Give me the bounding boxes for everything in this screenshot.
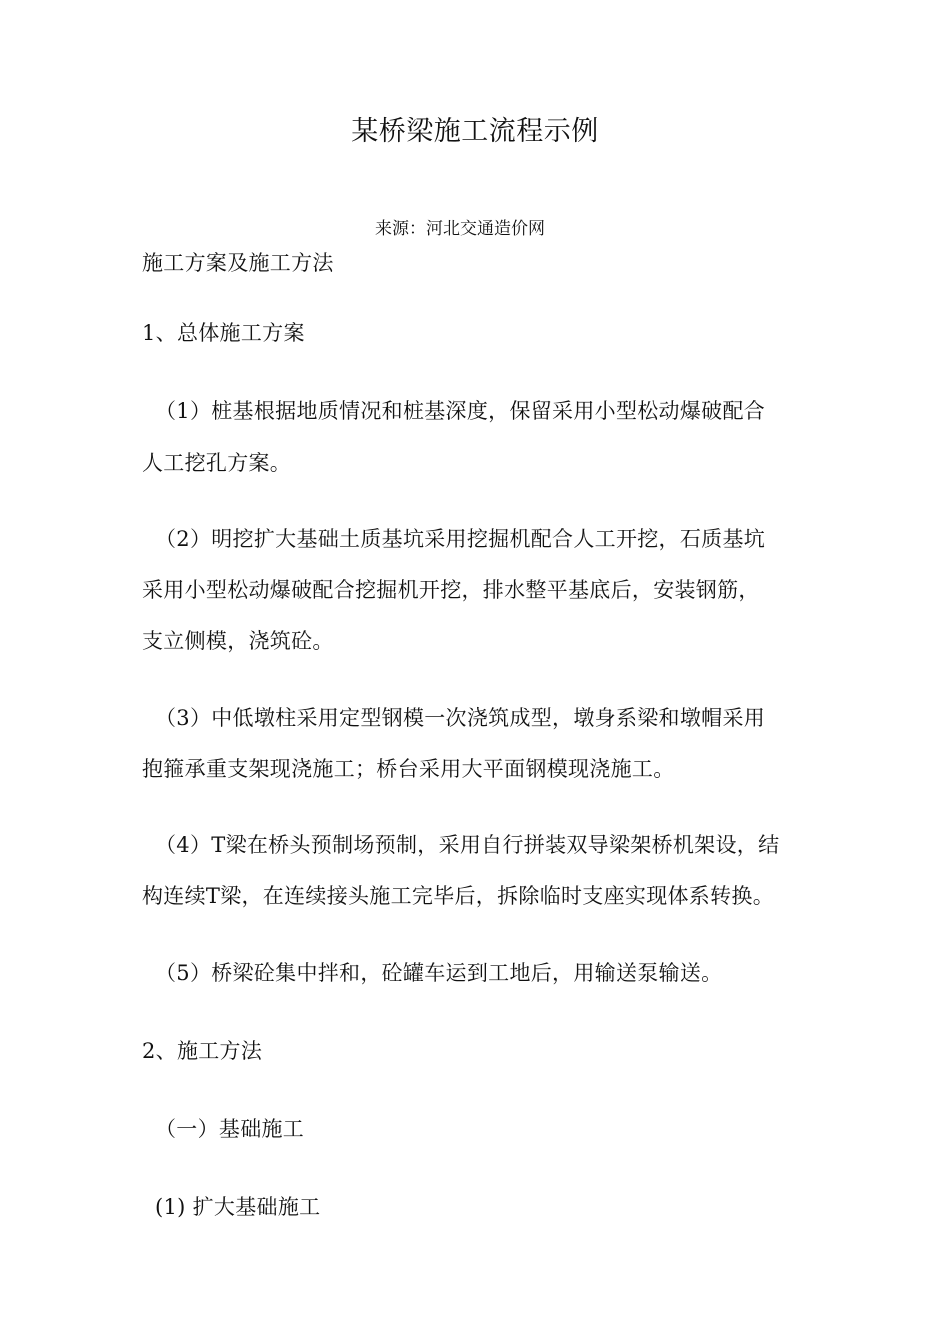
plan-item-5-line-1: （5）桥梁砼集中拌和，砼罐车运到工地后，用输送泵输送。 [155,961,723,985]
methods-heading: 2、施工方法 [142,1039,263,1063]
plan-item-2-line-3: 支立侧模，浇筑砼。 [142,629,334,653]
overall-plan-heading: 1、总体施工方案 [142,321,305,345]
document-source: 来源：河北交通造价网 [375,219,545,239]
plan-item-2-line-1: （2）明挖扩大基础土质基坑采用挖掘机配合人工开挖，石质基坑 [155,527,766,551]
plan-item-4-line-1: （4）T梁在桥头预制场预制，采用自行拼装双导梁架桥机架设，结 [155,833,780,857]
plan-item-3-line-2: 抱箍承重支架现浇施工；桥台采用大平面钢模现浇施工。 [142,757,675,781]
plan-item-1-line-1: （1）桩基根据地质情况和桩基深度，保留采用小型松动爆破配合 [155,399,766,423]
section-heading: 施工方案及施工方法 [142,251,334,275]
methods-subheading: （一）基础施工 [155,1117,305,1141]
plan-item-3-line-1: （3）中低墩柱采用定型钢模一次浇筑成型，墩身系梁和墩帽采用 [155,706,766,730]
document-title: 某桥梁施工流程示例 [351,116,599,147]
methods-item: (1) 扩大基础施工 [155,1195,321,1219]
plan-item-1-line-2: 人工挖孔方案。 [142,451,292,475]
plan-item-4-line-2: 构连续T梁，在连续接头施工完毕后，拆除临时支座实现体系转换。 [142,884,775,908]
plan-item-2-line-2: 采用小型松动爆破配合挖掘机开挖，排水整平基底后，安装钢筋， [142,578,760,602]
